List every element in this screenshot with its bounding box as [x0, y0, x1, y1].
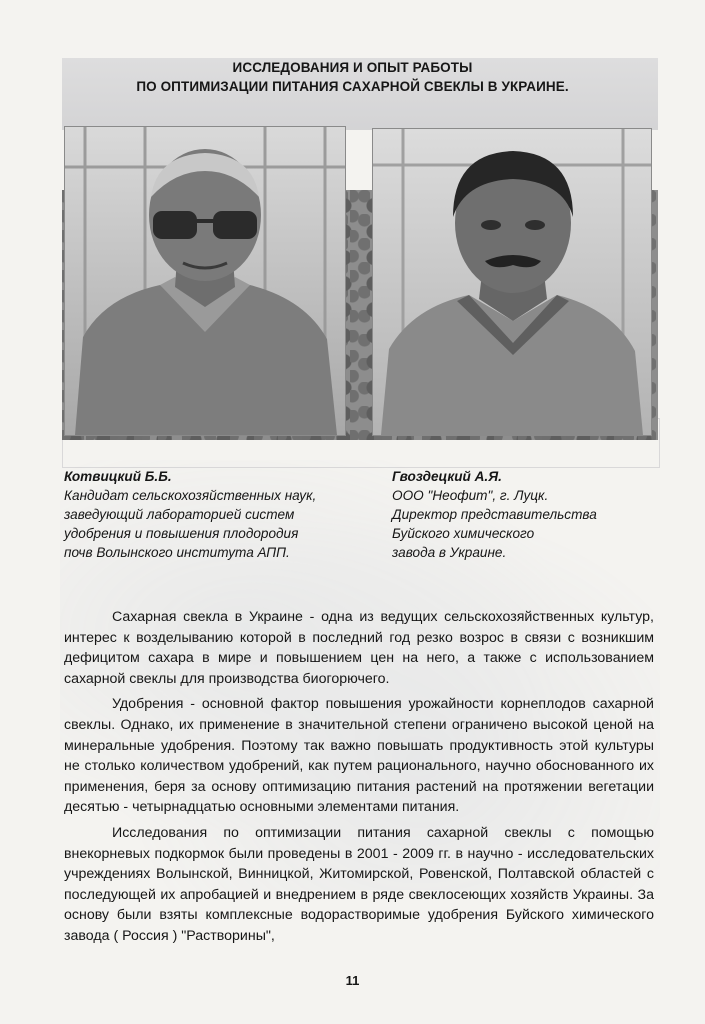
portrait-photo-gvozdetsky — [372, 128, 652, 436]
caption-gvozdetsky — [392, 467, 672, 562]
article-title — [0, 58, 705, 96]
person-name: Гвоздецкий А.Я. — [392, 469, 502, 484]
person-title-line: заведующий лабораторией систем — [64, 507, 295, 522]
caption-kotvitsky — [64, 467, 364, 562]
body-paragraph: Исследования по оптимизации питания сахарной свеклы с помощью внекорневых подкормок были проведены в 2001 - 2009 гг. в научно - исследовательских учреждениях Волынской, Винницкой, Житомирской, Ровенской, Полтавской областей с последующей их апробацией и внедрением в ряде свеклосеющих хозяйств Украины. За основу были взяты комплексные водорастворимые удобрения Буйского химического завода ( Россия ) "Растворины", — [64, 824, 654, 944]
person-title-line: Директор представительства — [392, 507, 597, 522]
body-paragraph: Удобрения - основной фактор повышения урожайности корнеплодов сахарной свеклы. Однако, их применение в значительной степени ограничено высокой ценой на минеральные удобрения. Поэтому так важно повышать продуктивность этой культуры не столько количеством удобрений, как путем рационального, научно обоснованного их применения, беря за основу оптимизацию питания растений на протяжении вегетации десятью - четырнадцатью основными элементами питания. — [64, 696, 654, 816]
body-paragraph: Сахарная свекла в Украине - одна из ведущих сельскохозяйственных культур, интерес к возделыванию которой в последний год резко возрос в связи с возникшим дефицитом сахара в мире и повышением цен на него, а также с использованием сахарной свеклы для производства биогорючего. — [64, 609, 654, 687]
person-title-line: завода в Украине. — [392, 545, 507, 560]
article-body — [64, 607, 654, 952]
person-title-line: почв Волынского института АПП. — [64, 545, 290, 560]
person-title-line: ООО "Неофит", г. Луцк. — [392, 488, 549, 503]
person-title-line: удобрения и повышения плодородия — [64, 526, 299, 541]
article-title-line-1: ИССЛЕДОВАНИЯ И ОПЫТ РАБОТЫ — [232, 60, 473, 75]
page-number: 11 — [345, 973, 360, 988]
portrait-kotvitsky-illustration — [65, 127, 345, 435]
portrait-gvozdetsky-illustration — [373, 129, 651, 435]
portrait-photo-kotvitsky — [64, 126, 346, 436]
article-title-line-2: ПО ОПТИМИЗАЦИИ ПИТАНИЯ САХАРНОЙ СВЕКЛЫ В УКРАИНЕ. — [136, 79, 569, 94]
person-title-line: Кандидат сельскохозяйственных наук, — [64, 488, 317, 503]
person-name: Котвицкий Б.Б. — [64, 469, 172, 484]
person-title-line: Буйского химического — [392, 526, 535, 541]
